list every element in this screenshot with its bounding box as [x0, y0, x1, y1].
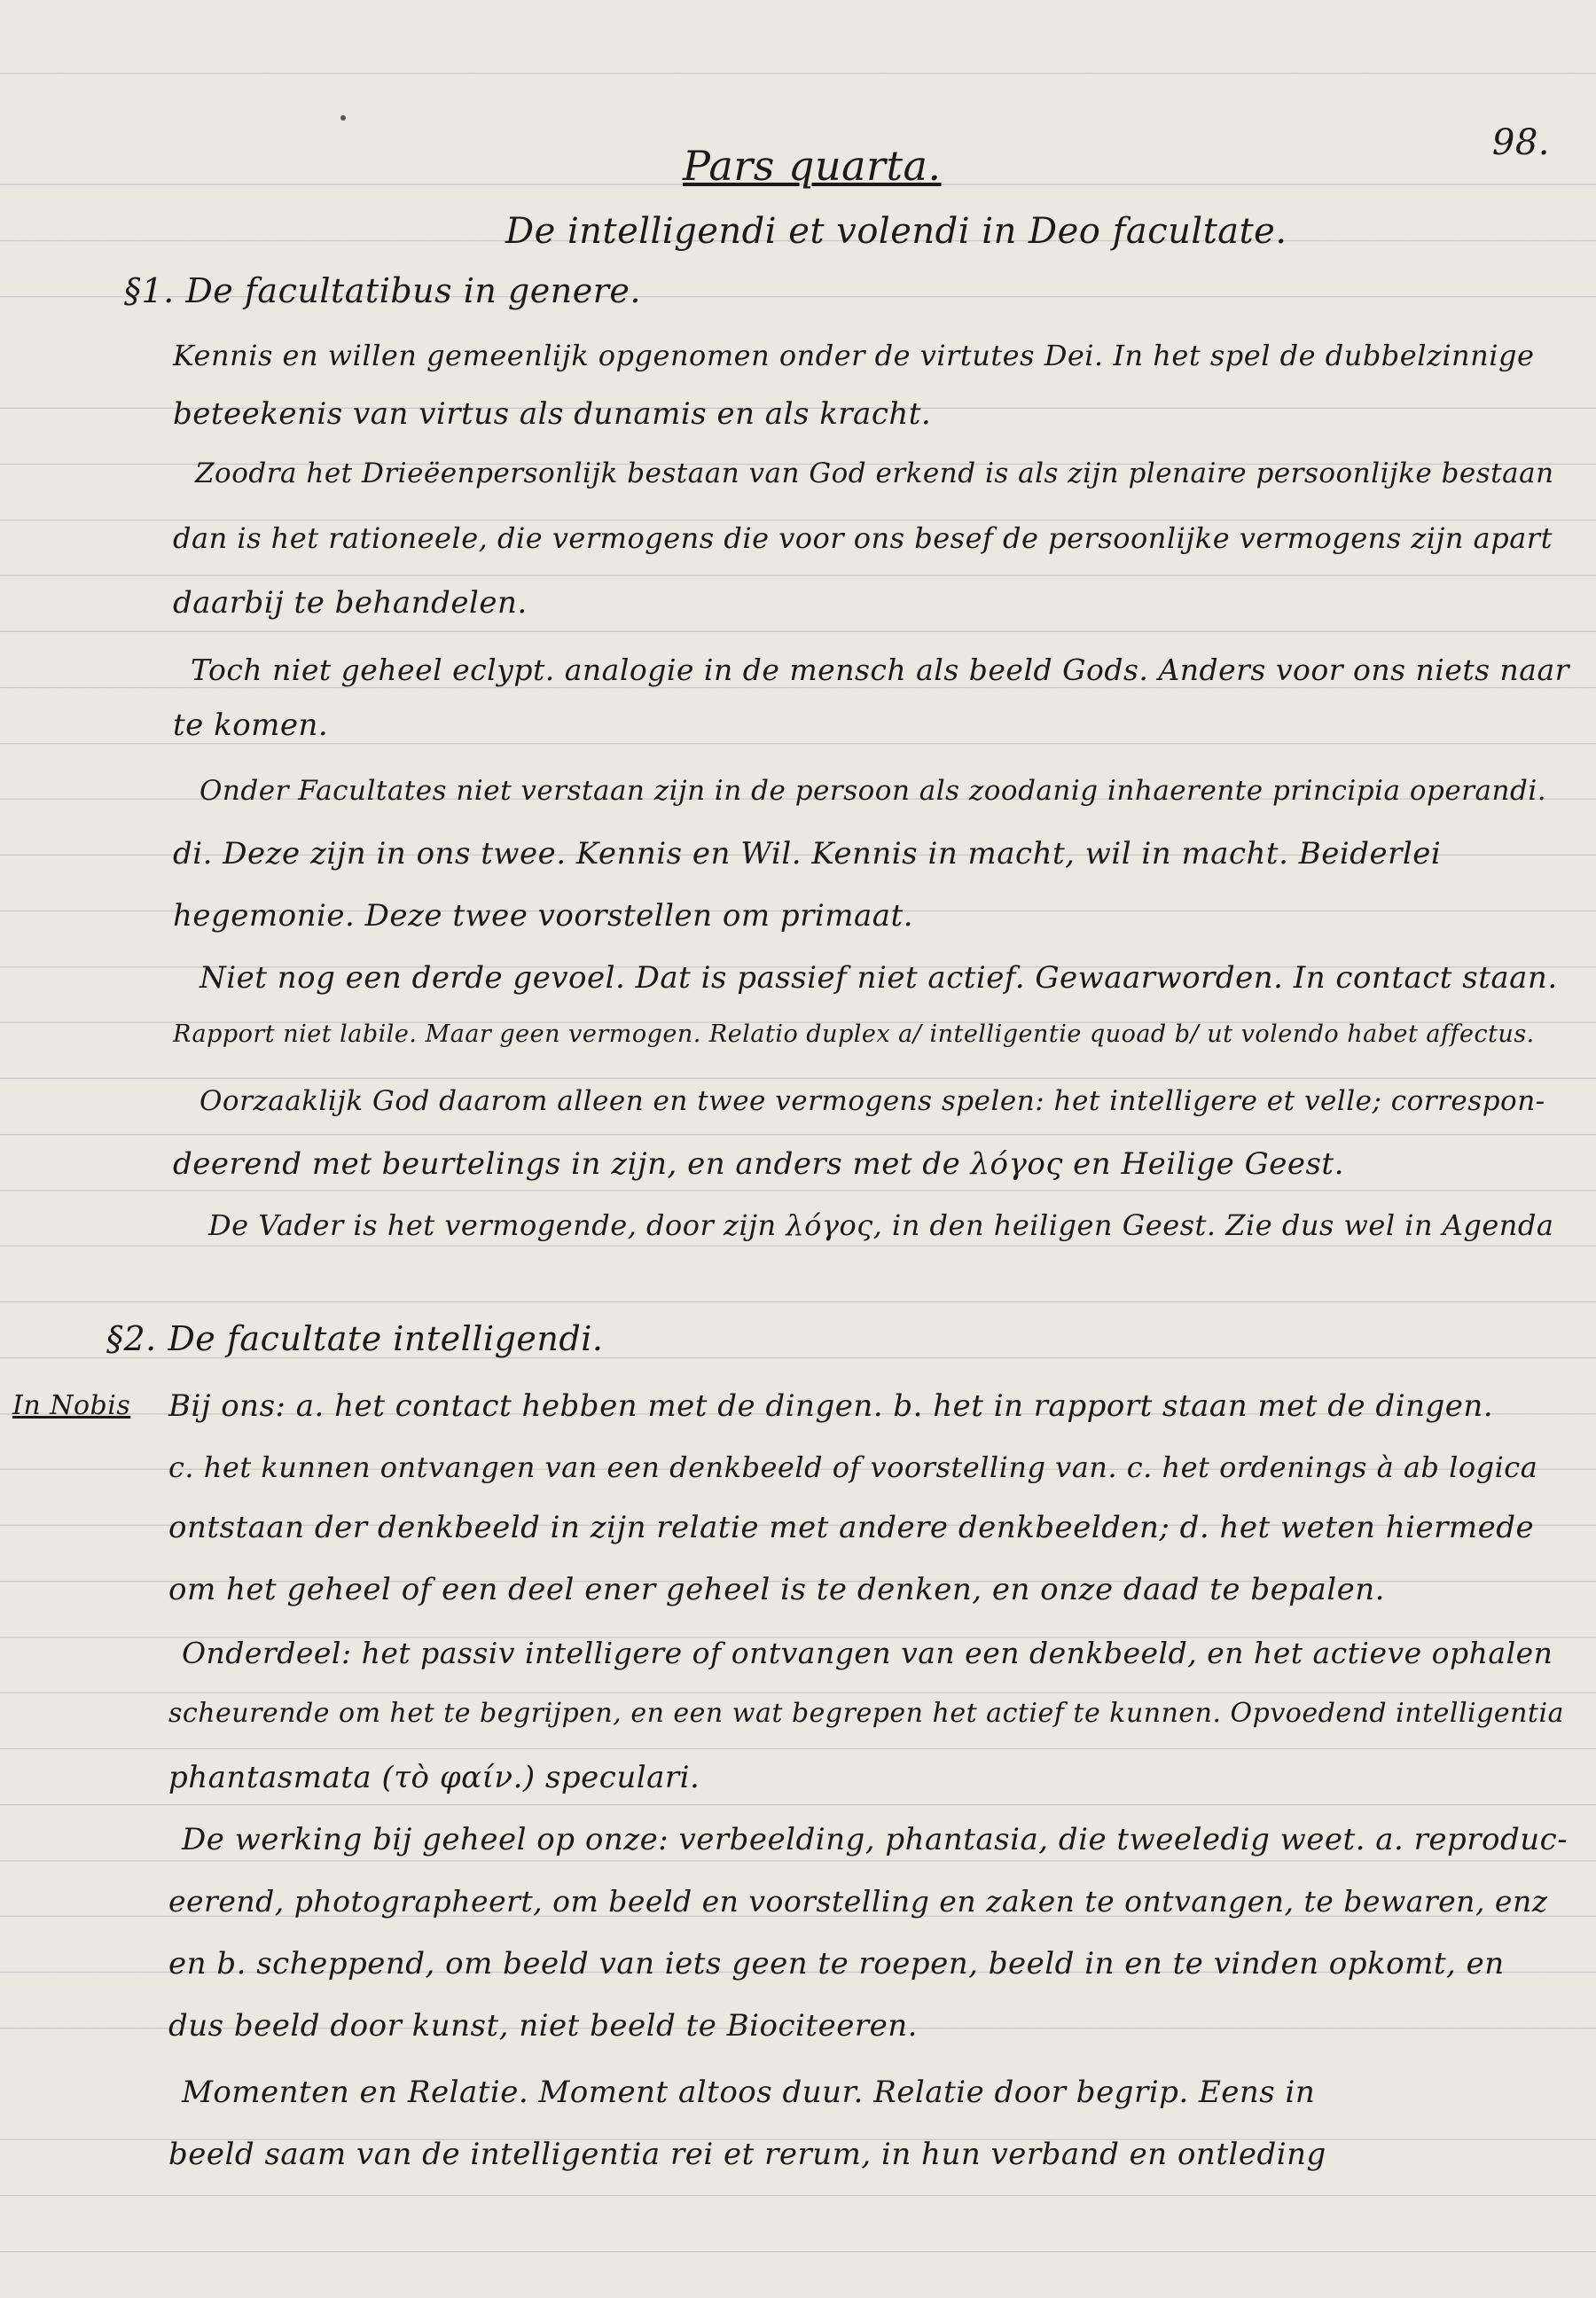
- section2-line: De werking bij geheel op onze: verbeelding, phantasia, die tweeledig weet. a. reproduc-: [182, 1822, 1569, 1857]
- section2-line: ontstaan der denkbeeld in zijn relatie met andere denkbeelden; d. het weten hiermede: [168, 1510, 1535, 1545]
- section2-heading: §2. De facultate intelligendi.: [106, 1319, 604, 1358]
- section2-line: om het geheel of een deel ener geheel is te denken, en onze daad te bepalen.: [168, 1572, 1385, 1607]
- section1-line: Onder Facultates niet verstaan zijn in de persoon als zoodanig inhaerente principia operandi.: [200, 775, 1547, 807]
- section2-line: eerend, photographeert, om beeld en voorstelling en zaken te ontvangen, te bewaren, enz: [168, 1884, 1548, 1919]
- section1-line: di. Deze zijn in ons twee. Kennis en Wil. Kennis in macht, wil in macht. Beiderlei: [173, 836, 1442, 872]
- section1-line: Kennis en willen gemeenlijk opgenomen onder de virtutes Dei. In het spel de dubbelzinnige: [173, 339, 1535, 372]
- section1-line: De Vader is het vermogende, door zijn λόγος, in den heiligen Geest. Zie dus wel in Agenda: [208, 1208, 1554, 1242]
- section2-line: beeld saam van de intelligentia rei et rerum, in hun verband en ontleding: [168, 2137, 1326, 2172]
- page-title: Pars quarta.: [683, 142, 942, 190]
- page-subtitle: De intelligendi et volendi in Deo facultate.: [505, 211, 1287, 252]
- ink-spot: [340, 115, 346, 121]
- section2-line: dus beeld door kunst, niet beeld te Biociteeren.: [168, 2008, 918, 2044]
- section1-line: Oorzaaklijk God daarom alleen en twee vermogens spelen: het intelligere et velle; correspon-: [200, 1085, 1545, 1117]
- section2-line: scheurende om het te begrijpen, en een wat begrepen het actief te kunnen. Opvoedend intelligentia: [168, 1698, 1564, 1729]
- section2-line: c. het kunnen ontvangen van een denkbeeld of voorstelling van. c. het ordenings à ab logica: [168, 1450, 1538, 1484]
- section1-line: te komen.: [173, 707, 329, 743]
- section2-line: en b. scheppend, om beeld van iets geen te roepen, beeld in en te vinden opkomt, en: [168, 1946, 1505, 1981]
- section2-line: phantasmata (τὸ φαίν.) speculari.: [168, 1760, 700, 1795]
- section1-line: Rapport niet labile. Maar geen vermogen. Relatio duplex a/ intelligentie quoad b/ ut volendo habet affectus.: [173, 1020, 1535, 1048]
- page-number: 98.: [1491, 122, 1550, 163]
- section1-line: deerend met beurtelings in zijn, en anders met de λόγος en Heilige Geest.: [173, 1146, 1344, 1182]
- section1-line: hegemonie. Deze twee voorstellen om primaat.: [173, 898, 914, 934]
- section1-line: Zoodra het Drieëenpersonlijk bestaan van God erkend is als zijn plenaire persoonlijke bestaan: [195, 457, 1554, 489]
- margin-note: In Nobis: [12, 1390, 131, 1421]
- section1-heading: §1. De facultatibus in genere.: [124, 271, 641, 310]
- section2-line: Bij ons: a. het contact hebben met de dingen. b. het in rapport staan met de dingen.: [168, 1388, 1494, 1424]
- section1-line: Niet nog een derde gevoel. Dat is passief niet actief. Gewaarworden. In contact staan.: [200, 960, 1558, 996]
- section2-line: Momenten en Relatie. Moment altoos duur. Relatie door begrip. Eens in: [182, 2075, 1316, 2110]
- section2-line: Onderdeel: het passiv intelligere of ontvangen van een denkbeeld, en het actieve ophalen: [182, 1636, 1553, 1670]
- section1-line: daarbij te behandelen.: [173, 585, 528, 621]
- section1-line: beteekenis van virtus als dunamis en als kracht.: [173, 396, 932, 432]
- section1-line: dan is het rationeele, die vermogens die voor ons besef de persoonlijke vermogens zijn apart: [173, 521, 1553, 555]
- section1-line: Toch niet geheel eclypt. analogie in de mensch als beeld Gods. Anders voor ons niets naar: [191, 653, 1569, 687]
